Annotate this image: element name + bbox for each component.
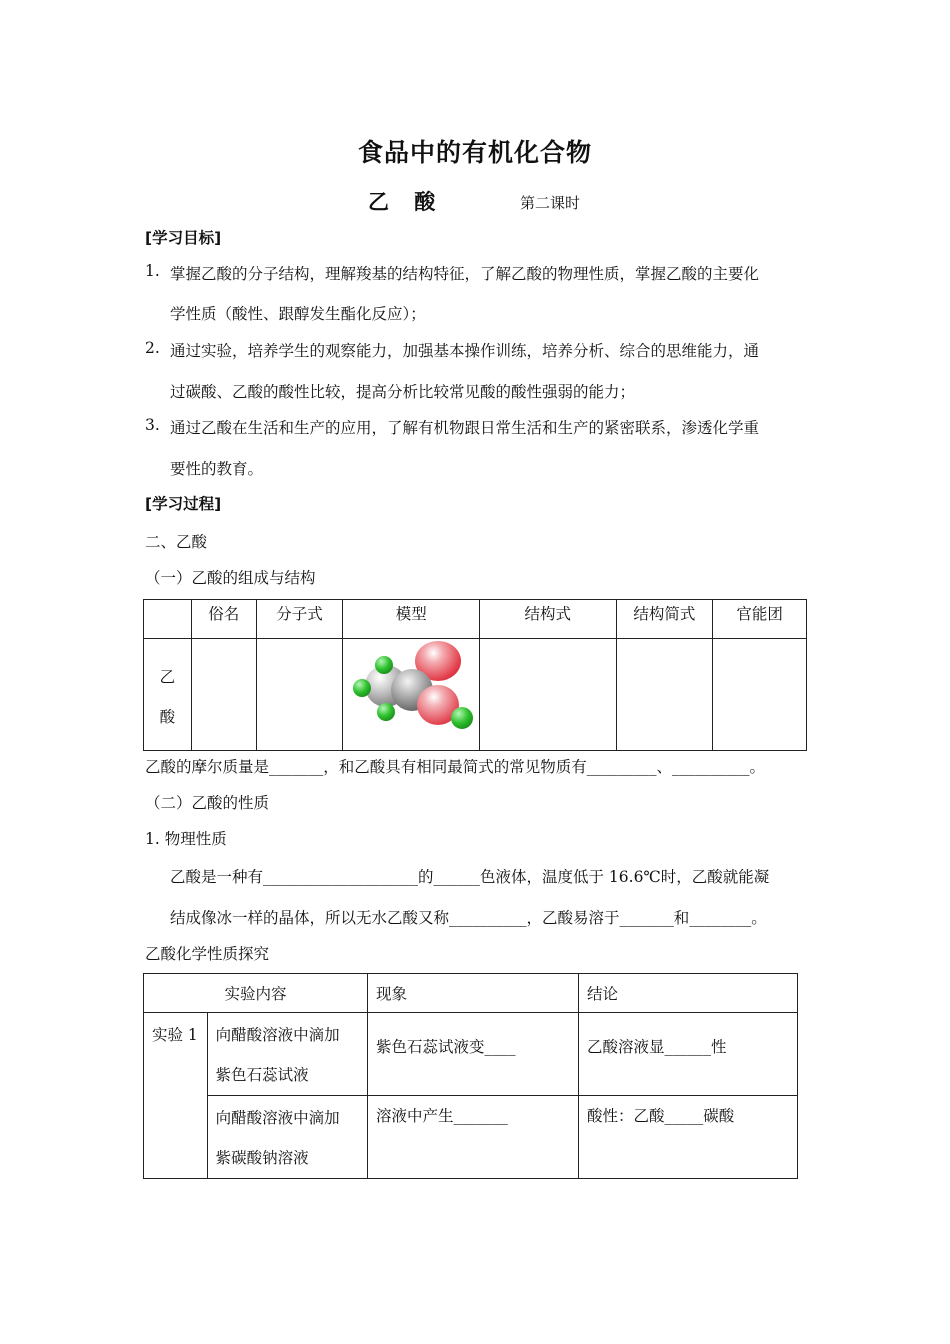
table-header-functional-group: 官能团 — [713, 600, 807, 639]
experiment-content-line1: 向醋酸溶液中滴加 — [215, 1109, 340, 1127]
row-label-top: 乙 — [159, 668, 176, 686]
table-header-model: 模型 — [343, 600, 480, 639]
cell-model — [343, 639, 480, 751]
cell-common-name — [191, 639, 256, 751]
lesson-label: 第二课时 — [520, 194, 581, 212]
physical-properties-line2: 结成像冰一样的晶体，所以无水乙酸又称__________，乙酸易溶于_______和________。 — [170, 909, 767, 927]
section-title: 二、乙酸 — [145, 533, 208, 551]
table-header-phenomenon: 现象 — [368, 974, 579, 1013]
physical-properties-heading: 1. 物理性质 — [145, 830, 227, 848]
experiment-content — [207, 1013, 367, 1096]
table-row — [144, 1013, 798, 1096]
molar-mass-question: 乙酸的摩尔质量是_______，和乙酸具有相同最简式的常见物质有_________、__________。 — [145, 758, 766, 776]
table-row — [144, 1096, 798, 1179]
experiment-table — [143, 973, 798, 1179]
table-header-formula: 分子式 — [256, 600, 343, 639]
table-header-row — [144, 600, 807, 639]
objective-2-num: 2. — [145, 339, 160, 357]
objective-2-line1: 通过实验，培养学生的观察能力，加强基本操作训练，培养分析、综合的思维能力，通 — [170, 342, 760, 360]
experiment-content-line2: 紫碳酸钠溶液 — [215, 1149, 309, 1167]
chemical-properties-heading: 乙酸化学性质探究 — [145, 945, 270, 963]
experiment-phenomenon: 紫色石蕊试液变____ — [368, 1013, 579, 1096]
objective-3-line1: 通过乙酸在生活和生产的应用，了解有机物跟日常生活和生产的紧密联系，渗透化学重 — [170, 419, 760, 437]
table-row — [144, 639, 807, 751]
row-label — [144, 639, 192, 751]
objective-1-num: 1. — [145, 262, 160, 280]
table-header-common-name: 俗名 — [191, 600, 256, 639]
objective-1-line2: 学性质（酸性、跟醇发生酯化反应）； — [170, 305, 426, 323]
table-header-row — [144, 974, 798, 1013]
experiment-content — [207, 1096, 367, 1179]
acetic-acid-model-image — [351, 639, 471, 729]
objectives-heading: [学习目标] — [145, 229, 222, 247]
objective-1-line1: 掌握乙酸的分子结构，理解羧基的结构特征，了解乙酸的物理性质，掌握乙酸的主要化 — [170, 265, 760, 283]
table-header-condensed-formula: 结构简式 — [616, 600, 713, 639]
cell-functional-group — [713, 639, 807, 751]
structure-table — [143, 599, 807, 751]
cell-structural-formula — [479, 639, 616, 751]
physical-properties-line1: 乙酸是一种有____________________的______色液体，温度低于 16.6℃时，乙酸就能凝 — [170, 868, 770, 886]
cell-formula — [256, 639, 343, 751]
page-title: 食品中的有机化合物 — [357, 138, 592, 167]
page-subtitle: 乙 酸 — [368, 190, 436, 214]
table-header-blank — [144, 600, 192, 639]
experiment-conclusion: 酸性：乙酸_____碳酸 — [578, 1096, 797, 1179]
objective-3-line2: 要性的教育。 — [170, 460, 264, 478]
row-label-bottom: 酸 — [159, 708, 176, 726]
subsection-structure: （一）乙酸的组成与结构 — [145, 569, 316, 587]
objective-2-line2: 过碳酸、乙酸的酸性比较，提高分析比较常见酸的酸性强弱的能力； — [170, 383, 636, 401]
hydrogen-atom — [377, 703, 395, 721]
hydrogen-atom — [451, 707, 473, 729]
subsection-properties: （二）乙酸的性质 — [145, 794, 270, 812]
process-heading: [学习过程] — [145, 495, 222, 513]
cell-condensed-formula — [616, 639, 713, 751]
table-header-conclusion: 结论 — [578, 974, 797, 1013]
experiment-label: 实验 1 — [144, 1013, 208, 1179]
experiment-content-line1: 向醋酸溶液中滴加 — [215, 1026, 340, 1044]
table-header-structural-formula: 结构式 — [479, 600, 616, 639]
objective-3-num: 3. — [145, 416, 160, 434]
experiment-phenomenon: 溶液中产生_______ — [368, 1096, 579, 1179]
experiment-content-line2: 紫色石蕊试液 — [215, 1066, 309, 1084]
experiment-conclusion: 乙酸溶液显______性 — [578, 1013, 797, 1096]
table-header-experiment: 实验内容 — [144, 974, 368, 1013]
